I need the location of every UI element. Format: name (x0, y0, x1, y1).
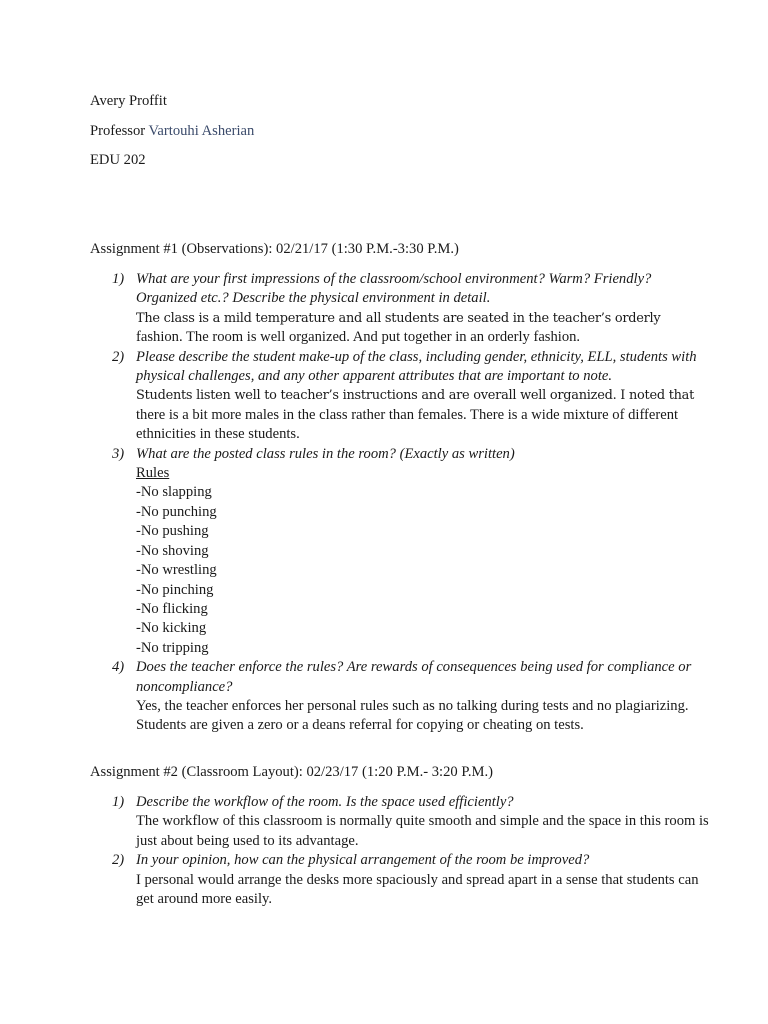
assignment-2-questions (112, 793, 712, 909)
rule-item: -No punching (136, 503, 217, 520)
answer-text: I personal would arrange the desks more spaciously and spread apart in a sense that students can get around more easily. (136, 871, 699, 908)
question-item (112, 793, 712, 851)
question-item (112, 348, 712, 445)
rules-heading: Rules (136, 465, 170, 482)
rule-item: -No pinching (136, 581, 214, 598)
question-text: What are the posted class rules in the room? (Exactly as written) (136, 445, 515, 462)
question-item (112, 270, 712, 348)
rule-item: -No wrestling (136, 562, 217, 579)
answer-text: Students listen well to teacher’s instructions and are overall well organized. I noted that (136, 388, 695, 404)
assignment-2-title: Assignment #2 (Classroom Layout): 02/23/17 (1:20 P.M.- 3:20 P.M.) (90, 764, 493, 780)
question-text: Describe the workflow of the room. Is the space used efficiently? (136, 794, 514, 810)
question-number: 3) (112, 445, 125, 462)
assignment-1-title: Assignment #1 (Observations): 02/21/17 (1:30 P.M.-3:30 P.M.) (90, 241, 459, 257)
rule-item: -No shoving (136, 542, 209, 559)
answer-text: The class is a mild temperature and all students are seated in the teacher’s orderly (136, 310, 661, 326)
answer-text: Yes, the teacher enforces her personal rules such as no talking during tests and no plagiarizing. Students are given a zero or a deans referral for copying or cheating on tests. (136, 697, 689, 734)
answer-text: fashion. The room is well organized. And put together in an orderly fashion. (136, 329, 581, 346)
question-item (112, 658, 712, 736)
professor-prefix: Professor (90, 123, 149, 139)
question-number: 1) (112, 271, 125, 287)
question-number: 4) (112, 659, 125, 676)
question-text: In your opinion, how can the physical arrangement of the room be improved? (136, 852, 590, 869)
question-item (112, 851, 712, 909)
question-item (112, 445, 712, 658)
question-number: 2) (112, 348, 125, 365)
question-number: 1) (112, 794, 125, 810)
student-name: Avery Proffit (90, 93, 167, 109)
rule-item: -No pushing (136, 523, 209, 540)
question-text: Please describe the student make-up of the class, including gender, ethnicity, ELL, students with physical challenges, and any other apparent attributes that are important to note. (136, 348, 697, 385)
rule-item: -No tripping (136, 639, 209, 656)
rule-item: -No slapping (136, 484, 212, 501)
course-code: EDU 202 (90, 152, 146, 168)
answer-text: The workflow of this classroom is normally quite smooth and simple and the space in this room is just about being used to its advantage. (136, 813, 709, 849)
professor-line (90, 122, 254, 141)
question-text: What are your first impressions of the classroom/school environment? Warm? Friendly? Organized etc.? Describe the physical environment in detail. (136, 271, 652, 307)
question-text: Does the teacher enforce the rules? Are rewards of consequences being used for compliance or noncompliance? (136, 659, 692, 695)
assignment-1-questions (112, 270, 712, 736)
answer-text: there is a bit more males in the class rather than females. There is a wide mixture of different ethnicities in these students. (136, 406, 679, 443)
question-number: 2) (112, 852, 125, 869)
rule-item: -No flicking (136, 600, 208, 617)
rule-item: -No kicking (136, 620, 207, 637)
rules-list (136, 483, 712, 658)
professor-name: Vartouhi Asherian (148, 123, 255, 139)
